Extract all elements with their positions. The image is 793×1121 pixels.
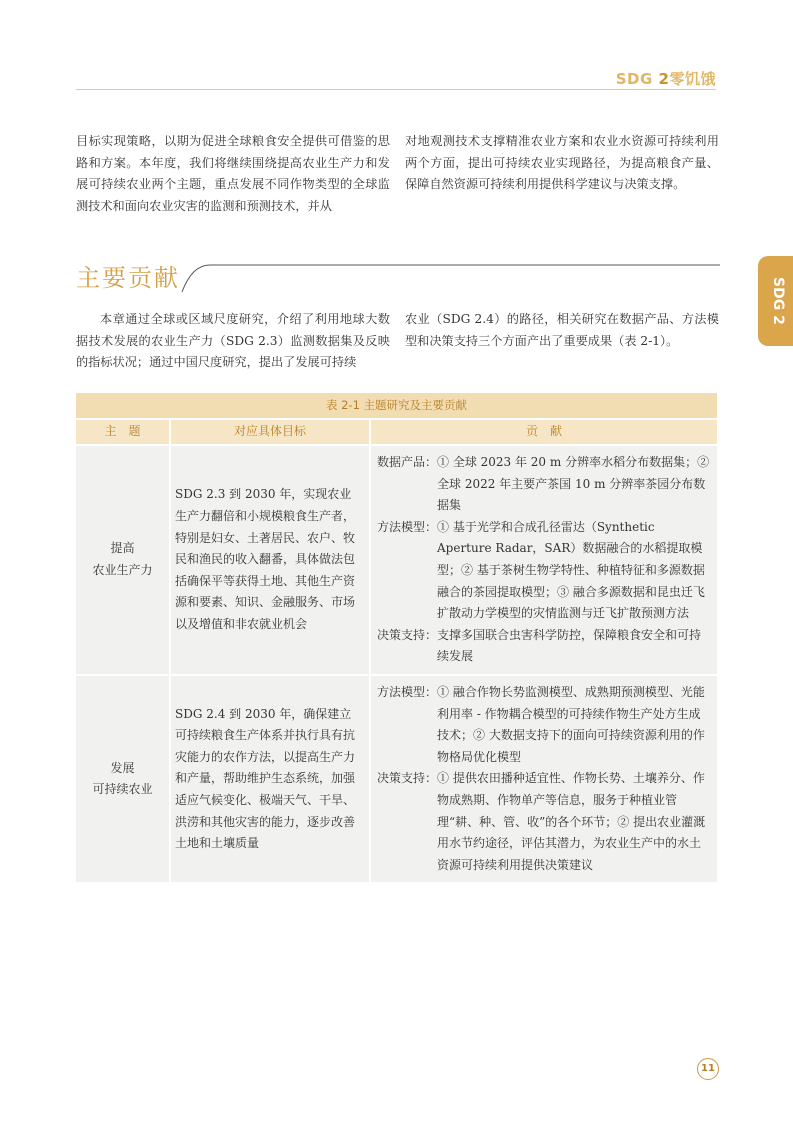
intro-paragraph-left: 目标实现策略，以期为促进全球粮食安全提供可借鉴的思路和方案。本年度，我们将继续围绕提高农业生产力和发展可持续农业两个主题，重点发展不同作物类型的全球监测技术和面向农业灾害的监测和预测技术，并从 (76, 134, 390, 213)
contribution-item: 方法模型：① 基于光学和合成孔径雷达（Synthetic Aperture Radar，SAR）数据融合的水稻提取模型；② 基于茶树生物学特性、种植特征和多源数据融合的茶园提取模型；③ 融合多源数据和昆虫迁飞扩散动力学模型的灾情监测与迁飞扩散预测方法 (377, 519, 705, 621)
chapter-paragraph-left: 本章通过全球或区域尺度研究，介绍了利用地球大数据技术发展的农业生产力（SDG 2.3）监测数据集及反映的指标状况；通过中国尺度研究，提出了发展可持续 (76, 312, 390, 370)
target-cell: SDG 2.3 到 2030 年，实现农业生产力翻倍和小规模粮食生产者，特别是妇女、土著居民、农户、牧民和渔民的收入翻番，具体做法包括确保平等获得土地、其他生产资源和要素、知识、金融服务、市场以及增值和非农就业机会 (170, 445, 370, 675)
contribution-table (76, 393, 717, 882)
chapter-tab (758, 256, 793, 346)
table-row (76, 445, 717, 675)
contribution-item: 决策支持：① 提供农田播种适宜性、作物长势、土壤养分、作物成熟期、作物单产等信息，服务于种植业管理“耕、种、管、收”的各个环节；② 提出农业灌溉用水节约途径，评估其潜力，为农业生产中的水土资源可持续利用提供决策建议 (377, 771, 706, 872)
running-header (616, 68, 716, 89)
target-cell: SDG 2.4 到 2030 年，确保建立可持续粮食生产体系并执行具有抗灾能力的农作方法，以提高生产力和产量，帮助维护生态系统，加强适应气候变化、极端天气、干旱、洪涝和其他灾害的能力，逐步改善土地和土壤质量 (170, 675, 370, 882)
header-target: 对应具体目标 (170, 419, 370, 445)
title-decoration (180, 263, 720, 293)
header-sdg: SDG (615, 70, 653, 88)
contribution-item: 方法模型：① 融合作物长势监测模型、成熟期预测模型、光能利用率 - 作物耦合模型的可持续作物生产处方生成技术；② 大数据支持下的面向可持续资源利用的作物格局优化模型 (377, 684, 705, 764)
theme-line: 发展 (110, 760, 135, 775)
header-theme: 主 题 (76, 419, 170, 445)
header-subtitle: 零饥饿 (669, 70, 716, 88)
chapter-tab-label: SDG 2 (770, 277, 786, 325)
table-row (76, 675, 717, 882)
contribution-item: 决策支持：支撑多国联合虫害科学防控，保障粮食安全和可持续发展 (377, 627, 702, 664)
theme-line: 农业生产力 (92, 562, 153, 577)
header-rule (76, 89, 716, 90)
theme-line: 可持续农业 (92, 782, 153, 797)
table-caption: 表 2-1 主题研究及主要贡献 (76, 393, 717, 419)
contribution-cell (370, 675, 717, 882)
contribution-cell (370, 445, 717, 675)
section-title: 主要贡献 (76, 264, 180, 292)
intro-paragraph-right: 对地观测技术支撑精准农业方案和农业水资源可持续利用两个方面，提出可持续农业实现路径，为提高粮食产量、保障自然资源可持续利用提供科学建议与决策支撑。 (405, 134, 719, 192)
chapter-paragraph-right: 农业（SDG 2.4）的路径，相关研究在数据产品、方法模型和决策支持三个方面产出了重要成果（表 2-1）。 (405, 312, 719, 348)
page-number: 11 (697, 1058, 719, 1080)
theme-cell (76, 675, 170, 882)
theme-line: 提高 (110, 541, 135, 556)
theme-cell (76, 445, 170, 675)
header-number: 2 (658, 70, 670, 88)
contribution-item: 数据产品：① 全球 2023 年 20 m 分辨率水稻分布数据集；② 全球 2022 年主要产茶国 10 m 分辨率茶园分布数据集 (377, 455, 710, 513)
header-contribution: 贡 献 (370, 419, 717, 445)
